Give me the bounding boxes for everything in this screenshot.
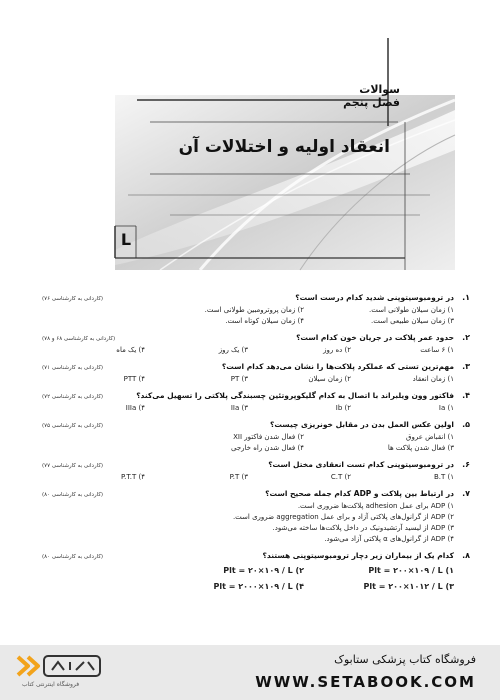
answer-option[interactable]: ۳) ADP از لیسید آرتشیدونیک در داخل پلاکت‌ها ساخته می‌شود. bbox=[272, 524, 454, 532]
question-number: ۴. bbox=[462, 391, 470, 400]
answer-option[interactable]: ۲) زمان سیلان bbox=[308, 375, 351, 383]
question-options bbox=[42, 345, 470, 356]
question-item bbox=[42, 292, 470, 327]
answer-option[interactable]: PTT (۴ bbox=[123, 375, 145, 383]
answer-option[interactable]: Plt = ۲۰۰×۱۰۹ / L (۱ bbox=[368, 566, 454, 575]
question-stem: مهم‌ترین تستی که عملکرد پلاکت‌ها را نشان می‌دهد کدام است؟ bbox=[221, 362, 454, 371]
answer-option[interactable]: Plt = ۲۰۰۰×۱۰۹ / L (۴ bbox=[213, 582, 304, 591]
answer-option[interactable]: ۲) ده روز bbox=[323, 346, 351, 354]
question-head bbox=[42, 332, 470, 345]
answer-option[interactable]: ۴) زمان سیلان کوتاه است. bbox=[225, 317, 304, 325]
question-options bbox=[154, 563, 470, 595]
question-stem: در ترومبوسیتوپنی شدید کدام درست است؟ bbox=[295, 293, 454, 302]
answer-option[interactable]: ۳) زمان سیلان طبیعی است. bbox=[370, 317, 454, 325]
question-head bbox=[42, 361, 470, 374]
answer-option[interactable]: ۴) یک ماه bbox=[116, 346, 145, 354]
question-source: (کاردانی به کارشناسی ۷۵) bbox=[42, 423, 104, 429]
question-number: ۲. bbox=[462, 333, 470, 342]
chapter-header bbox=[0, 0, 500, 290]
answer-option[interactable]: ۴) ADP از گرانول‌های α پلاکتی آزاد می‌شود. bbox=[324, 535, 454, 543]
answer-option[interactable]: ۲) فعال شدن فاکتور XII bbox=[233, 433, 304, 441]
logo-subtitle: فروشگاه اینترنتی کتاب bbox=[22, 681, 80, 688]
answer-option[interactable]: Ib (۲ bbox=[335, 404, 351, 412]
answer-option[interactable]: IIIa (۴ bbox=[125, 404, 145, 412]
question-item bbox=[42, 488, 470, 545]
question-number: ۸. bbox=[462, 551, 470, 560]
answer-option[interactable]: ۳) یک روز bbox=[218, 346, 248, 354]
answer-option[interactable]: ۲) ADP از گرانول‌های پلاکتی آزاد و برای عمل aggregation ضروری است. bbox=[232, 513, 454, 521]
answer-option[interactable]: ۴) فعال شدن راه خارجی bbox=[230, 444, 304, 452]
question-source: (کاردانی به کارشناسی ۷۷) bbox=[42, 463, 104, 469]
answer-option[interactable]: C.T (۲ bbox=[330, 473, 351, 481]
question-source: (کاردانی به کارشناسی ۷۱) bbox=[42, 365, 104, 371]
question-stem: در ارتباط بین پلاکت و ADP کدام جمله صحیح است؟ bbox=[265, 489, 454, 498]
store-name: فروشگاه کتاب پزشکی ستابوک bbox=[334, 653, 476, 666]
question-source: (کاردانی به کارشناسی ۷۶) bbox=[42, 296, 104, 302]
answer-option[interactable]: ۲) زمان پروترومبین طولانی است. bbox=[204, 306, 304, 314]
chapter-label: سوالات فصل پنجم bbox=[343, 83, 400, 109]
answer-option[interactable]: Plt = ۲۰×۱۰۹ / L (۲ bbox=[223, 566, 304, 575]
question-number: ۷. bbox=[462, 489, 470, 498]
question-head bbox=[42, 550, 470, 563]
question-stem: فاکتور وون ویلبراند با اتصال به کدام گلیکوپروتئین چسبندگی پلاکتی را تسهیل می‌کند؟ bbox=[136, 391, 454, 400]
question-head bbox=[42, 390, 470, 403]
answer-option[interactable]: P.T (۳ bbox=[229, 473, 248, 481]
question-number: ۱. bbox=[462, 293, 470, 302]
question-item bbox=[42, 390, 470, 414]
question-source: (کاردانی به کارشناسی ۷۲) bbox=[42, 394, 104, 400]
chapter-letter: L bbox=[120, 230, 132, 249]
question-options bbox=[42, 501, 470, 545]
question-stem: حدود عمر پلاکت در جریان خون کدام است؟ bbox=[296, 333, 454, 342]
question-head bbox=[42, 488, 470, 501]
answer-option[interactable]: ۱) ۶ ساعت bbox=[420, 346, 454, 354]
question-item bbox=[42, 332, 470, 356]
chapter-title: انعقاد اولیه و اختلالات آن bbox=[178, 137, 390, 157]
site-link[interactable]: WWW.SETABOOK.COM bbox=[255, 673, 476, 691]
question-source: (کاردانی به کارشناسی ۸۰) bbox=[42, 554, 104, 560]
question-stem: در ترومبوسیتوپنی کدام تست انعقادی مختل است؟ bbox=[268, 460, 454, 469]
answer-option[interactable]: Plt = ۲۰۰×۱۰۱۲ / L (۳ bbox=[363, 582, 454, 591]
question-head bbox=[42, 292, 470, 305]
question-head bbox=[42, 459, 470, 472]
setabook-logo bbox=[14, 651, 106, 695]
question-options bbox=[154, 305, 470, 327]
question-options bbox=[42, 472, 470, 483]
question-item bbox=[42, 361, 470, 385]
question-item bbox=[42, 550, 470, 595]
question-item bbox=[42, 459, 470, 483]
answer-option[interactable]: P.T.T (۴ bbox=[120, 473, 145, 481]
footer bbox=[0, 645, 500, 700]
answer-option[interactable]: IIa (۳ bbox=[230, 404, 248, 412]
answer-option[interactable]: Ia (۱ bbox=[438, 404, 454, 412]
question-stem: اولین عکس العمل بدن در مقابل خونریزی چیست؟ bbox=[270, 420, 454, 429]
questions-list bbox=[42, 292, 470, 600]
answer-option[interactable]: ۱) ADP برای عمل adhesion پلاکت‌ها ضروری است. bbox=[297, 502, 454, 510]
question-options bbox=[42, 374, 470, 385]
answer-option[interactable]: ۱) زمان سیلان طولانی است. bbox=[369, 306, 454, 314]
question-source: (کاردانی به کارشناسی ۸۰) bbox=[42, 492, 104, 498]
question-stem: کدام یک از بیماران زیر دچار ترومبوسیتوپنی هستند؟ bbox=[262, 551, 454, 560]
answer-option[interactable]: B.T (۱ bbox=[433, 473, 454, 481]
question-number: ۳. bbox=[462, 362, 470, 371]
question-head bbox=[42, 419, 470, 432]
question-options bbox=[42, 403, 470, 414]
answer-option[interactable]: ۱) انقباض عروق bbox=[406, 433, 454, 441]
question-number: ۵. bbox=[462, 420, 470, 429]
logo-icon bbox=[14, 651, 106, 681]
question-options bbox=[154, 432, 470, 454]
answer-option[interactable]: PT (۳ bbox=[230, 375, 248, 383]
answer-option[interactable]: ۱) زمان انعقاد bbox=[412, 375, 454, 383]
question-number: ۶. bbox=[462, 460, 470, 469]
answer-option[interactable]: ۳) فعال شدن پلاکت ها bbox=[387, 444, 454, 452]
question-item bbox=[42, 419, 470, 454]
question-source: (کاردانی به کارشناسی ۶۸ و ۷۸) bbox=[42, 336, 116, 342]
